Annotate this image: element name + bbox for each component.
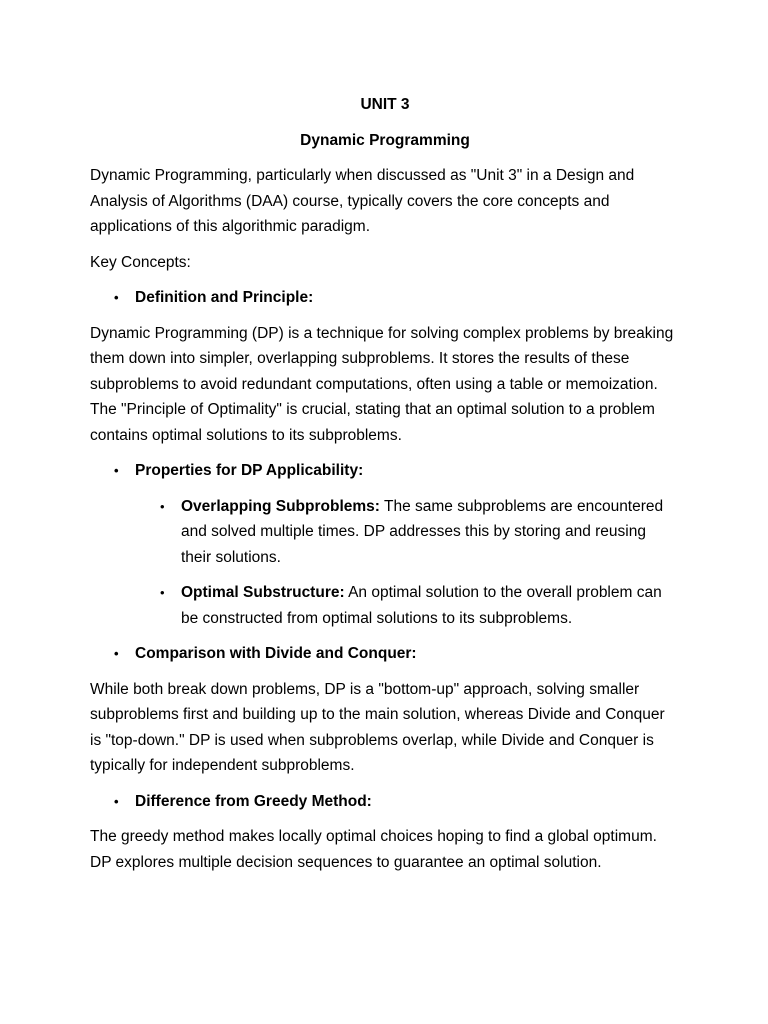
property-text: The same subproblems are encountered and solved multiple times. DP addresses this by storing and reusing their solutions. bbox=[181, 497, 664, 566]
comparison-heading: • Comparison with Divide and Conquer: bbox=[135, 641, 680, 667]
key-concepts-label: Key Concepts: bbox=[90, 253, 191, 271]
unit-title: UNIT 3 bbox=[360, 96, 410, 113]
property-text: An optimal solution to the overall problem can be constructed from optimal solutions to its subproblems. bbox=[181, 584, 662, 627]
document-title: Dynamic Programming bbox=[300, 131, 470, 149]
property-term: Overlapping Subproblems: bbox=[181, 497, 380, 515]
properties-list bbox=[90, 458, 680, 484]
greedy-heading: • Difference from Greedy Method: bbox=[135, 789, 680, 815]
definition-list bbox=[90, 285, 680, 311]
greedy-paragraph: The greedy method makes locally optimal choices hoping to find a global optimum. DP explores multiple decision sequences to guarantee an optimal solution. bbox=[90, 828, 657, 871]
definition-paragraph: Dynamic Programming (DP) is a technique for solving complex problems by breaking them down into simpler, overlapping subproblems. It stores the results of these subproblems to avoid redundant computations, often using a table or memoization. The "Principle of Optimality" is crucial, stating that an optimal solution to a problem contains optimal solutions to its subproblems. bbox=[90, 324, 674, 444]
greedy-list bbox=[90, 789, 680, 815]
properties-sublist bbox=[90, 494, 680, 632]
comparison-list bbox=[90, 641, 680, 667]
properties-heading: • Properties for DP Applicability: bbox=[135, 458, 680, 484]
property-item-substructure bbox=[181, 580, 680, 631]
definition-heading: • Definition and Principle: bbox=[135, 285, 680, 311]
property-item-overlapping bbox=[181, 494, 680, 571]
intro-paragraph: Dynamic Programming, particularly when discussed as "Unit 3" in a Design and Analysis of Algorithms (DAA) course, typically covers the core concepts and applications of this algorithmic paradigm. bbox=[90, 167, 635, 235]
comparison-paragraph: While both break down problems, DP is a "bottom-up" approach, solving smaller subproblems first and building up to the main solution, whereas Divide and Conquer is "top-down." DP is used when subproblems overlap, while Divide and Conquer is typically for independent subproblems. bbox=[90, 680, 665, 774]
property-term: Optimal Substructure: bbox=[181, 584, 345, 601]
